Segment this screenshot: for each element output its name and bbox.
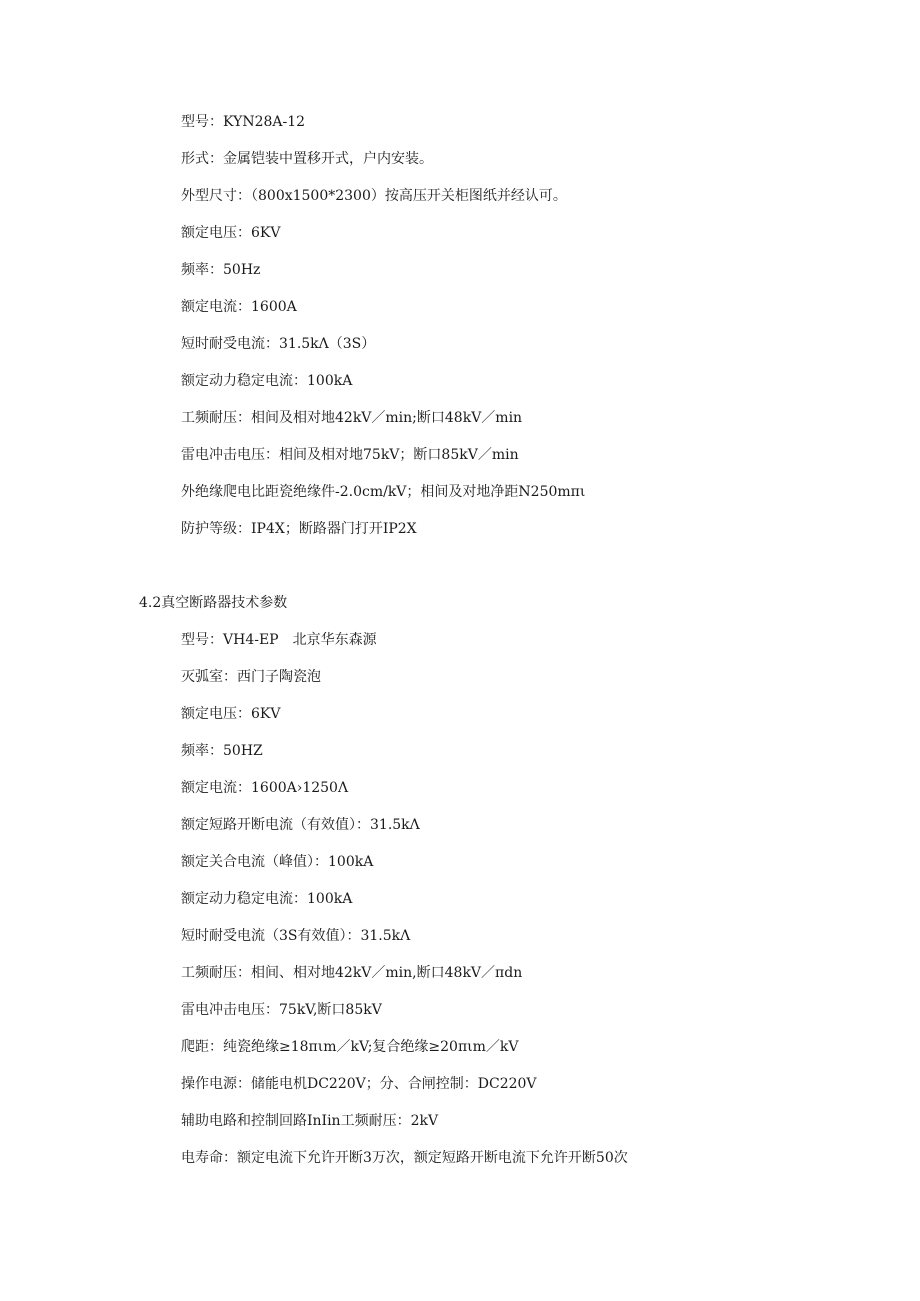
breaker-line-making-current: 额定关合电流（峰值）：100kA bbox=[181, 854, 374, 870]
spec-line-rated-voltage: 额定电压：6KV bbox=[181, 225, 281, 241]
section-heading: 4.2真空断路器技术参数 bbox=[139, 595, 288, 611]
spec-line-dynamic-stability-current: 额定动力稳定电流：100kA bbox=[181, 373, 353, 389]
breaker-line-dynamic-stability-current: 额定动力稳定电流：100kA bbox=[181, 891, 353, 907]
breaker-line-rated-voltage: 额定电压：6KV bbox=[181, 706, 281, 722]
spec-line-dimensions: 外型尺寸：（800x1500*2300）按高压开关柜图纸并经认可。 bbox=[181, 188, 567, 204]
breaker-spec-section bbox=[0, 593, 920, 1185]
breaker-line-creepage: 爬距：纯瓷绝缘≥18πιm／kV;复合绝缘≥20πιm／kV bbox=[181, 1039, 519, 1055]
spec-line-rated-current: 额定电流：1600A bbox=[181, 299, 297, 315]
spec-line-power-frequency-withstand: 工频耐压：相间及相对地42kV／min;断口48kV／min bbox=[181, 410, 523, 426]
spec-line-frequency: 频率：50Hz bbox=[181, 262, 261, 278]
breaker-line-power-frequency-withstand: 工频耐压：相间、相对地42kV／min,断口48kV／πdn bbox=[181, 965, 523, 981]
spec-line-protection-class: 防护等级：IP4X；断路器门打开IP2X bbox=[181, 521, 417, 537]
spec-line-short-time-current: 短时耐受电流：31.5kΛ（3S） bbox=[181, 336, 376, 352]
spec-line-lightning-impulse: 雷电冲击电压：相间及相对地75kV；断口85kV／min bbox=[181, 447, 519, 463]
breaker-line-short-time-current: 短时耐受电流（3S有效值）：31.5kΛ bbox=[181, 928, 411, 944]
breaker-line-operating-power: 操作电源：储能电机DC220V；分、合闸控制：DC220V bbox=[181, 1076, 537, 1092]
breaker-line-auxiliary-circuit: 辅助电路和控制回路InIin工频耐压：2kV bbox=[181, 1113, 439, 1129]
breaker-line-short-circuit-breaking: 额定短路开断电流（有效值）：31.5kΛ bbox=[181, 817, 420, 833]
switchgear-spec-list bbox=[0, 112, 920, 556]
breaker-line-rated-current: 额定电流：1600A›1250Λ bbox=[181, 780, 349, 796]
spec-line-model: 型号：KYN28A-12 bbox=[181, 114, 306, 130]
spec-line-creepage: 外绝缘爬电比距瓷绝缘件-2.0cm/kV；相间及对地净距N250mπι bbox=[181, 484, 586, 500]
breaker-line-electrical-life: 电寿命：额定电流下允许开断3万次，额定短路开断电流下允许开断50次 bbox=[181, 1150, 628, 1166]
breaker-line-interrupter: 灭弧室：西门子陶瓷泡 bbox=[181, 669, 321, 685]
spec-line-form: 形式：金属铠装中置移开式，户内安装。 bbox=[181, 151, 433, 167]
breaker-line-model: 型号：VH4-EP 北京华东森源 bbox=[181, 632, 377, 648]
breaker-line-frequency: 频率：50HZ bbox=[181, 743, 263, 759]
breaker-line-lightning-impulse: 雷电冲击电压：75kV,断口85kV bbox=[181, 1002, 382, 1018]
